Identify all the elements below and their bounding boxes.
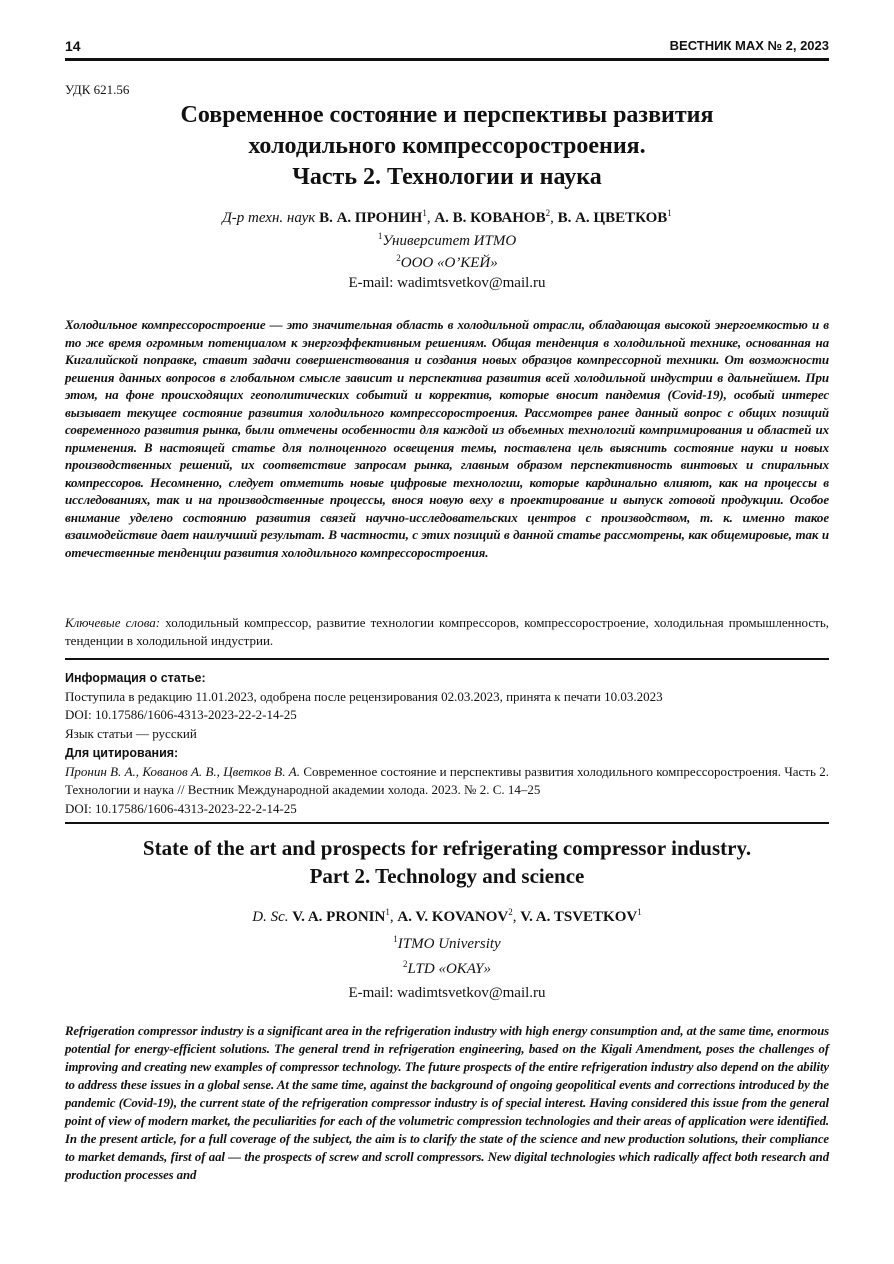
author-name: В. А. ПРОНИН — [319, 210, 423, 226]
title-ru-line: Современное состояние и перспективы развития — [180, 102, 714, 128]
info-received: Поступила в редакцию 11.01.2023, одобрена после рецензирования 02.03.2023, принята к печати 10.03.2023 — [65, 688, 663, 704]
citation — [65, 763, 829, 800]
info-title: Информация о статье: — [65, 671, 206, 685]
abstract-en: Refrigeration compressor industry is a significant area in the refrigeration industry with high energy consumption and, at the same time, enormous potential for energy-efficient solutions. The general trend in refrigeration engineering, based on the Kigali Amendment, poses the challenges of improving and creating new examples of compressor technology. The future prospects of the entire refrigeration industry also depend on the ability to address these issues in a global sense. At the same time, against the background of ongoing geopolitical events and corrections introduced by the pandemic (Covid-19), the current state of the refrigeration compressor industry is of special interest. Having considered this issue from the general point of view of modern market, the peculiarities for each of the volumetric compression technologies and their areas of application were identified. In the present article, for a full coverage of the subject, the aim is to clarify the state of the science and new production solutions, their compliance to market demands, first of aal — the prospects of screw and scroll compressors. New digital technologies which radically affect both research and production processes and — [65, 1024, 829, 1182]
author-sep: , — [512, 909, 521, 925]
aff-sup: 2 — [396, 253, 401, 263]
author-sep: , — [550, 210, 558, 226]
author-name: V. A. TSVETKOV — [520, 909, 638, 925]
author-sep: , — [389, 909, 398, 925]
rule-info-bottom — [65, 822, 829, 824]
cite-text: Современное состояние и перспективы развития холодильного компрессоростроения. Часть 2. Технологии и наука // Вестник Международной академии холода. 2023. № 2. С. 14–25 — [65, 763, 829, 798]
aff-text: Университет ИТМО — [382, 233, 517, 249]
cite-label: Для цитирования: — [65, 745, 179, 760]
email-en: E-mail: wadimtsvetkov@mail.ru — [348, 985, 546, 1001]
journal-name: ВЕСТНИК МАХ № 2, 2023 — [669, 38, 829, 53]
article-info — [65, 669, 829, 819]
affiliation-en-2 — [65, 959, 829, 978]
udk-code: УДК 621.56 — [65, 82, 130, 97]
author-sup: 1 — [637, 907, 642, 917]
aff-text: ООО «О’КЕЙ» — [400, 255, 498, 271]
info-language: Язык статьи — русский — [65, 726, 197, 742]
author-name: V. A. PRONIN — [292, 909, 386, 925]
title-en-line: Part 2. Technology and science — [309, 864, 585, 888]
author-sup: 1 — [667, 208, 672, 218]
author-sep: , — [426, 210, 435, 226]
author-sup: 1 — [385, 907, 390, 917]
aff-sup: 2 — [403, 959, 408, 969]
keywords-label: Ключевые слова: — [65, 615, 161, 630]
authors-ru — [65, 208, 829, 227]
aff-sup: 1 — [393, 934, 398, 944]
authors-en — [65, 907, 829, 926]
header-rule — [65, 58, 829, 61]
title-en-line: State of the art and prospects for refrigerating compressor industry. — [142, 836, 752, 860]
keywords-text: холодильный компрессор, развитие технологии компрессоров, компрессоростроение, холодильная промышленность, тенденции в холодильной индустрии. — [65, 615, 830, 648]
author-name: В. А. ЦВЕТКОВ — [557, 210, 668, 226]
author-name: А. В. КОВАНОВ — [434, 210, 546, 226]
affiliation-ru-2 — [65, 253, 829, 272]
author-sup: 2 — [508, 907, 513, 917]
rule-info-top — [65, 658, 829, 660]
keywords-ru — [65, 614, 829, 650]
title-ru — [65, 100, 829, 193]
aff-text: ITMO University — [397, 936, 501, 952]
title-ru-line: холодильного компрессоростроения. — [248, 133, 646, 159]
title-ru-line: Часть 2. Технологии и наука — [292, 164, 602, 190]
page-number: 14 — [65, 38, 81, 54]
email-ru: E-mail: wadimtsvetkov@mail.ru — [348, 275, 546, 291]
cite-authors: Пронин В. А., Кованов А. В., Цветков В. А. — [65, 763, 300, 779]
aff-sup: 1 — [377, 231, 383, 241]
title-en — [65, 834, 829, 890]
author-name: A. V. KOVANOV — [397, 909, 509, 925]
aff-text: LTD «OKAY» — [407, 961, 491, 977]
author-degree: D. Sc. — [252, 909, 289, 925]
affiliation-en-1 — [65, 934, 829, 953]
info-doi: DOI: 10.17586/1606-4313-2023-22-2-14-25 — [65, 707, 297, 723]
page-header — [65, 38, 829, 60]
author-sup: 2 — [545, 208, 551, 218]
affiliation-ru-1 — [65, 231, 829, 250]
cite-doi: DOI: 10.17586/1606-4313-2023-22-2-14-25 — [65, 800, 297, 816]
author-degree: Д-р техн. наук — [222, 210, 316, 226]
abstract-ru: Холодильное компрессоростроение — это значительная область в холодильной отрасли, обладающая высокой энергоемкостью и в то же время огромным потенциалом к энергоэффективным решениям. Общая тенденция в холодильной технике, основанная на Кигалийской поправке, ставит задачи совершенствования и создания новых образцов компрессорной техники. От возможности решения данных вопросов в глобальном смысле зависит и перспектива развития всей холодильной индустрии в дальнейшем. При этом, на фоне происходящих геополитических событий и корректив, которые вносит пандемия (Covid-19), особый интерес вызывает текущее состояние развития холодильного компрессоростроения. Рассмотрев ранее данный вопрос с общих позиций современного развития рынка, были отмечены особенности для каждой из объемных технологий компримирования и областей их применения. В настоящей статье для полноценного освещения темы, поставлена цель выяснить состояние науки и новых производственных решений, их соответствие запросам рынка, главным образом перспективность винтовых и спиральных компрессоров. Несомненно, следует отметить новые цифровые технологии, которые кардинально влияют, как на процессы в исследованиях, так и на производственные процессы, внося новую веху в проектирование и выпуск готовой продукции. Особое внимание уделено состоянию развития связей научно-исследовательских центров с производством, т. к. именно такое взаимодействие дает наилучший результат. В частности, с этих позиций в данной статье рассмотрены, как общемировые, так и отечественные тенденции развития холодильного компрессоростроения. — [65, 317, 829, 560]
author-sup: 1 — [422, 208, 427, 218]
